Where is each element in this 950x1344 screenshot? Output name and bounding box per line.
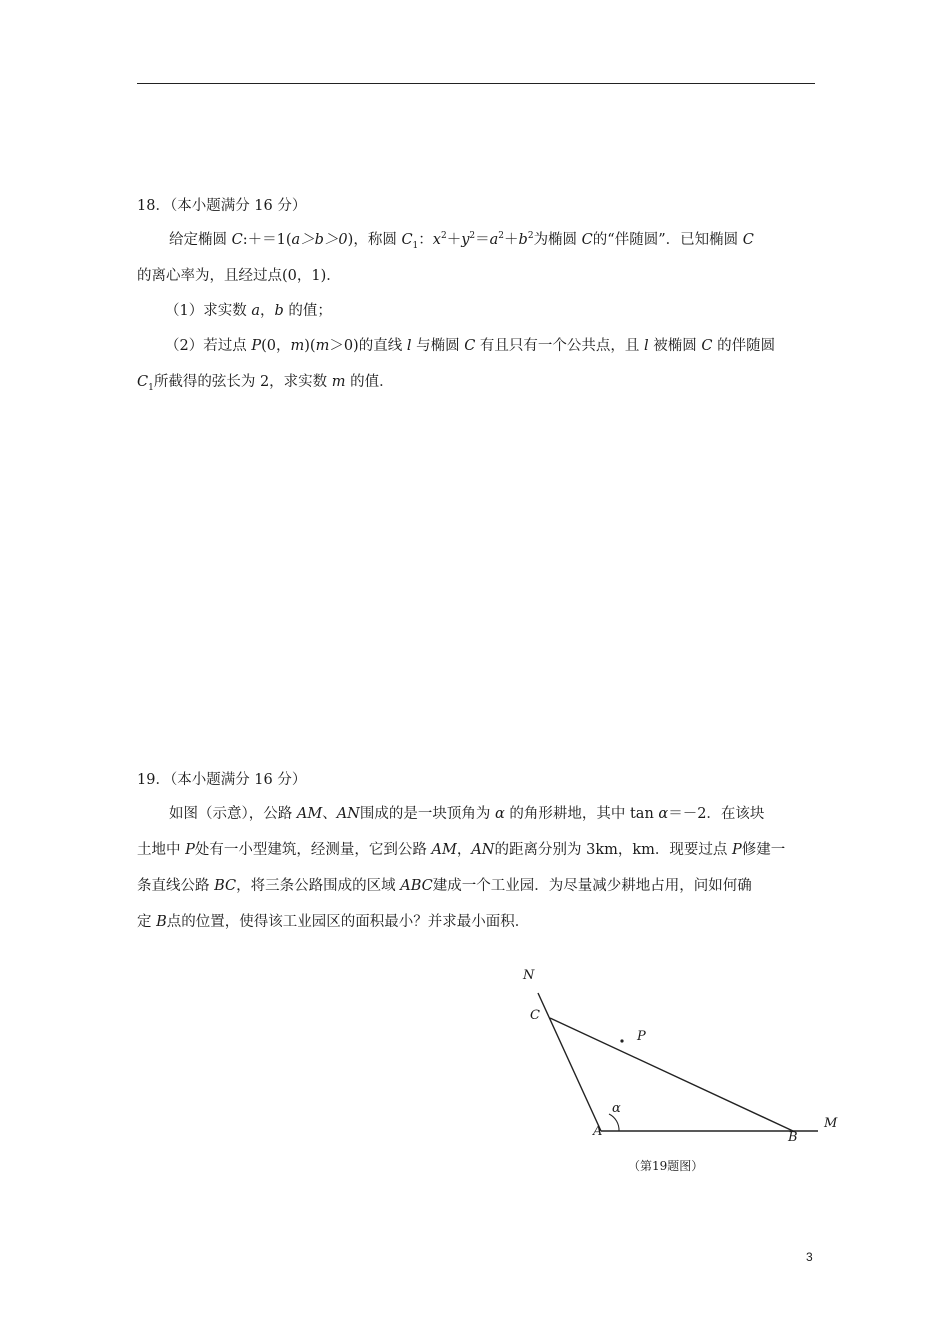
q18-part2: （2）若过点 P(0，m)(m＞0)的直线 l 与椭圆 C 有且只有一个公共点，且 l 被椭圆 C 的伴随圆 xyxy=(165,338,776,354)
angle-arc xyxy=(609,1114,619,1131)
road-AN xyxy=(538,993,601,1131)
q19-line1: 如图（示意），公路 AM、AN围成的是一块顶角为 α 的角形耕地，其中 tan α＝－2．在该块 xyxy=(169,806,765,822)
q19-figure xyxy=(500,960,860,1190)
road-BC xyxy=(550,1018,793,1131)
q18-part2-line2: $C_1$所截得的弦长为 2，求实数 m 的值． xyxy=(137,374,394,393)
q18-heading: 18．（本小题满分 16 分） xyxy=(137,198,307,214)
label-P: P xyxy=(637,1029,646,1044)
label-M: M xyxy=(824,1116,838,1131)
label-alpha: α xyxy=(612,1101,621,1116)
header-rule xyxy=(137,83,815,84)
q19-line2: 土地中 P处有一小型建筑，经测量，它到公路 AM，AN的距离分别为 3km，km．现要过点 P修建一 xyxy=(137,842,786,858)
q19-line4: 定 B点的位置，使得该工业园区的面积最小？并求最小面积． xyxy=(137,914,530,930)
q19-heading: 19．（本小题满分 16 分） xyxy=(137,772,307,788)
point-P-dot xyxy=(620,1039,623,1042)
figure-caption: （第19题图） xyxy=(628,1159,704,1173)
q18-line2: 的离心率为，且经过点(0，1)． xyxy=(137,268,341,284)
label-C: C xyxy=(530,1008,540,1023)
label-N: N xyxy=(523,968,535,983)
label-A: A xyxy=(593,1124,603,1139)
q19-line3: 条直线公路 BC，将三条公路围成的区域 ABC建成一个工业园．为尽量减少耕地占用，问如何确 xyxy=(137,878,752,894)
q18-intro: 给定椭圆 C:＋＝1(a＞b＞0)，称圆 $C_1$：$x^2+y^2=a^2+b^2$为椭圆 C的“伴随圆”．已知椭圆 C xyxy=(169,231,754,251)
triangle-diagram xyxy=(500,960,860,1190)
q18-part1: （1）求实数 a，b 的值； xyxy=(165,303,332,319)
page-number: 3 xyxy=(806,1250,813,1264)
label-B: B xyxy=(788,1130,798,1145)
